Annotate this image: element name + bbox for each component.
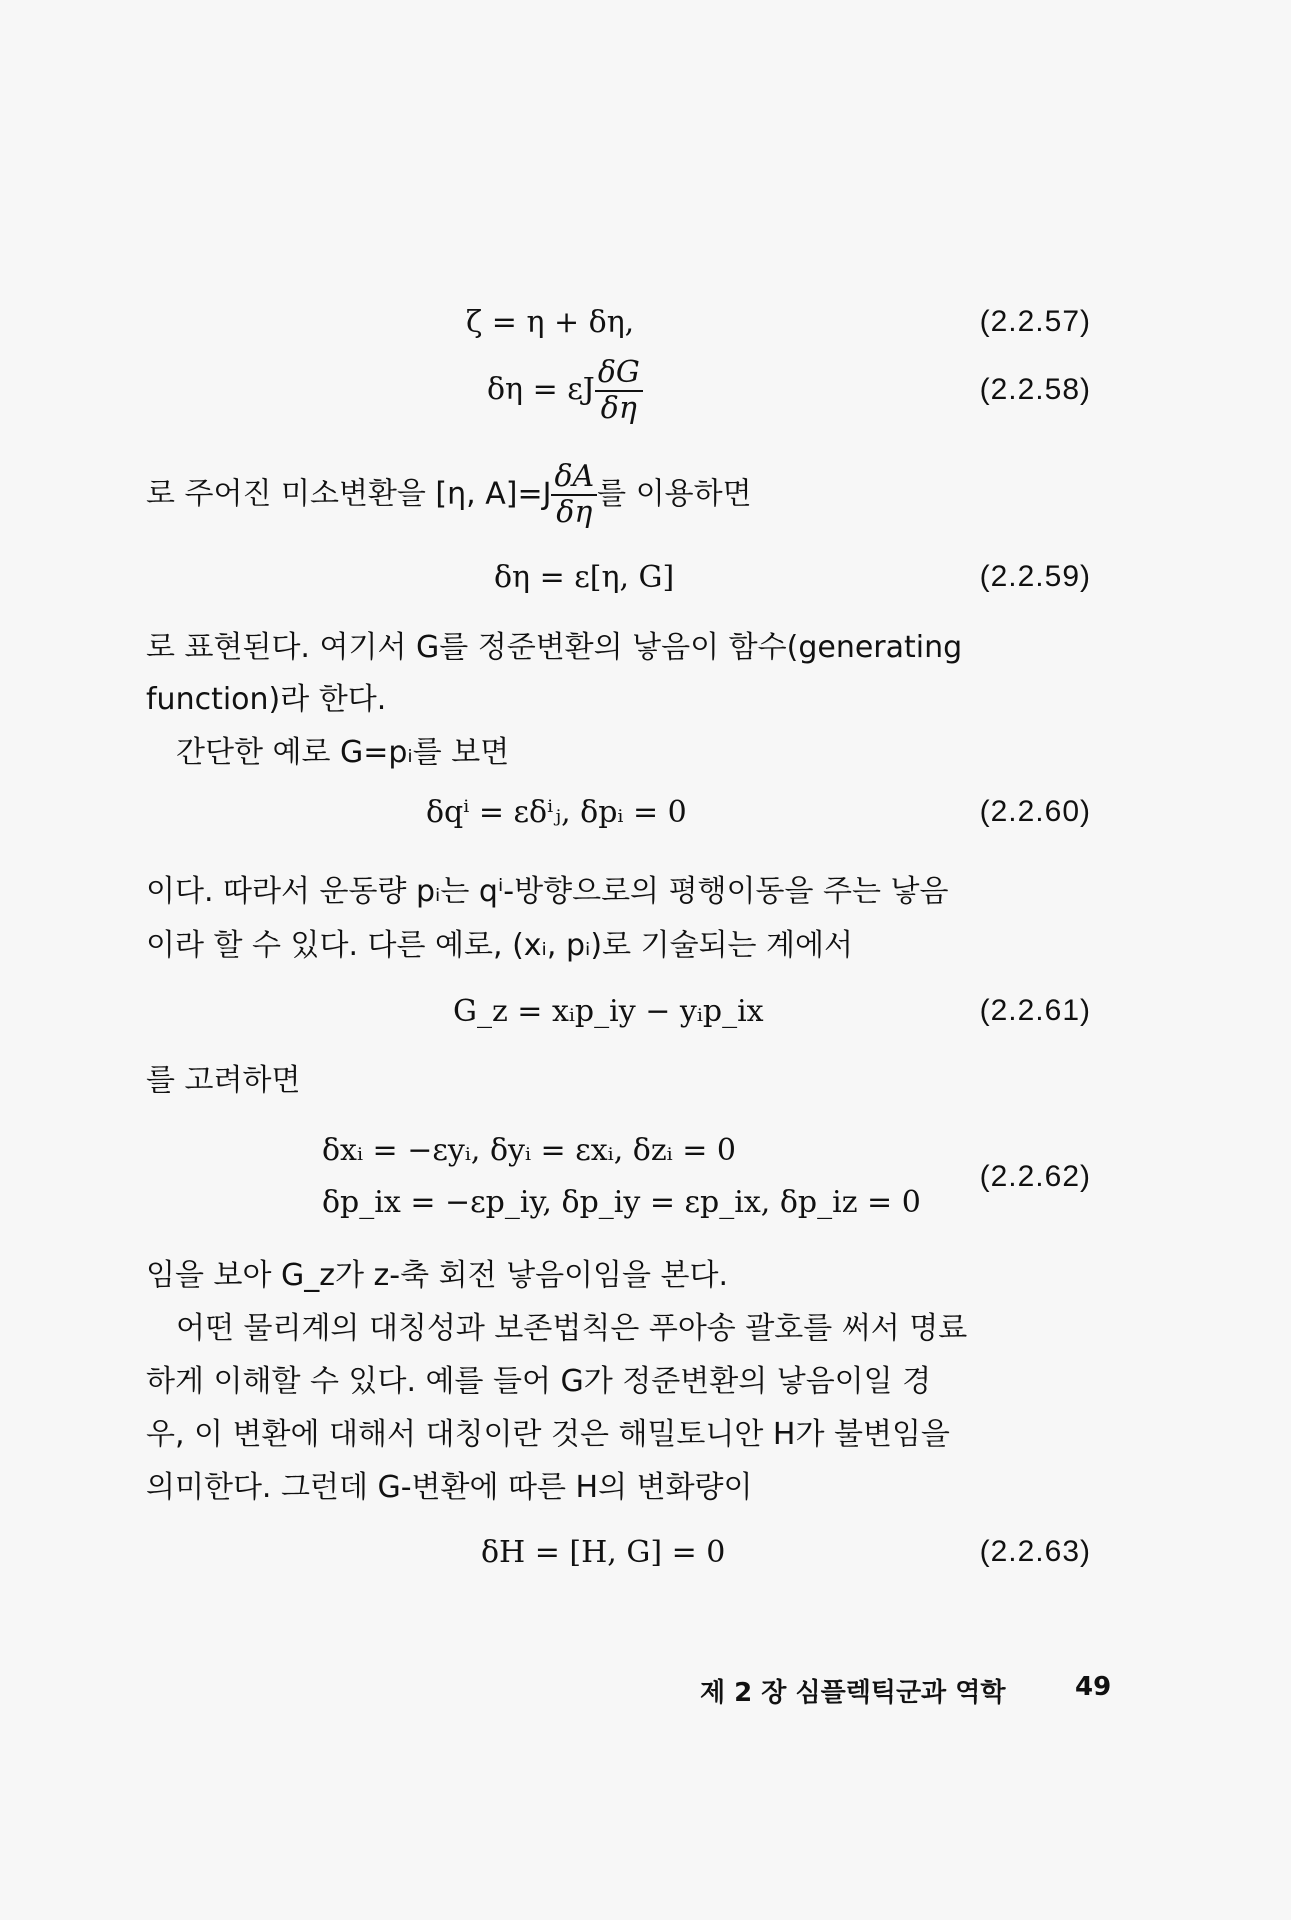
fraction-denominator: δη [556,495,593,530]
equation-2-2-62-line-1: δxᵢ = −εyᵢ, δyᵢ = εxᵢ, δzᵢ = 0 [322,1133,736,1168]
paragraph-7-line-4: 의미한다. 그런데 G-변환에 따른 H의 변화량이 [146,1470,753,1505]
paragraph-4-line-1: 이다. 따라서 운동량 pᵢ는 qⁱ-방향으로의 평행이동을 주는 낳음 [146,874,949,909]
equation-2-2-63: δH = [H, G] = 0 [481,1535,726,1570]
paragraph-1-pre: 로 주어진 미소변환을 [η, A]=J [146,476,552,512]
running-footer-chapter-title: 제 2 장 심플렉틱군과 역학 [700,1678,1006,1708]
equation-2-2-62-line-2: δp_ix = −εp_iy, δp_iy = εp_ix, δp_iz = 0 [322,1185,921,1220]
page-number: 49 [1075,1672,1112,1702]
paragraph-2-line-1: 로 표현된다. 여기서 G를 정준변환의 낳음이 함수(generating [146,630,963,665]
paragraph-6: 임을 보아 G_z가 z-축 회전 낳음이임을 본다. [146,1258,729,1293]
fraction-denominator: δη [600,391,637,426]
equation-number-2-2-62: (2.2.62) [979,1160,1091,1193]
equation-2-2-58-fraction [595,356,643,426]
paragraph-2-line-2: function)라 한다. [146,682,387,717]
equation-number-2-2-57: (2.2.57) [979,305,1091,338]
fraction-numerator: δA [551,460,597,496]
equation-2-2-61: G_z = xᵢp_iy − yᵢp_ix [453,994,764,1029]
equation-number-2-2-58: (2.2.58) [979,373,1091,406]
equation-2-2-59: δη = ε[η, G] [494,560,675,595]
equation-2-2-57: ζ = η + δη, [466,305,635,340]
paragraph-3: 간단한 예로 G=pᵢ를 보면 [176,735,510,770]
paragraph-5: 를 고려하면 [146,1063,301,1098]
paragraph-4-line-2: 이라 할 수 있다. 다른 예로, (xᵢ, pᵢ)로 기술되는 계에서 [146,928,854,963]
paragraph-1-fraction [551,460,597,530]
equation-number-2-2-63: (2.2.63) [979,1535,1091,1568]
paragraph-1 [146,460,1106,530]
equation-number-2-2-61: (2.2.61) [979,994,1091,1027]
fraction-numerator: δG [595,356,643,392]
equation-number-2-2-59: (2.2.59) [979,560,1091,593]
paragraph-7-line-1: 어떤 물리계의 대칭성과 보존법칙은 푸아송 괄호를 써서 명료 [176,1311,968,1346]
paragraph-7-line-2: 하게 이해할 수 있다. 예를 들어 G가 정준변환의 낳음이일 경 [146,1364,932,1399]
equation-2-2-58 [487,356,643,426]
equation-2-2-58-lhs: δη = εJ [487,372,595,407]
paragraph-7-line-3: 우, 이 변환에 대해서 대칭이란 것은 해밀토니안 H가 불변임을 [146,1417,950,1452]
paragraph-1-post: 를 이용하면 [597,476,752,512]
equation-2-2-60: δqⁱ = εδⁱⱼ, δpᵢ = 0 [426,795,687,830]
equation-number-2-2-60: (2.2.60) [979,795,1091,828]
